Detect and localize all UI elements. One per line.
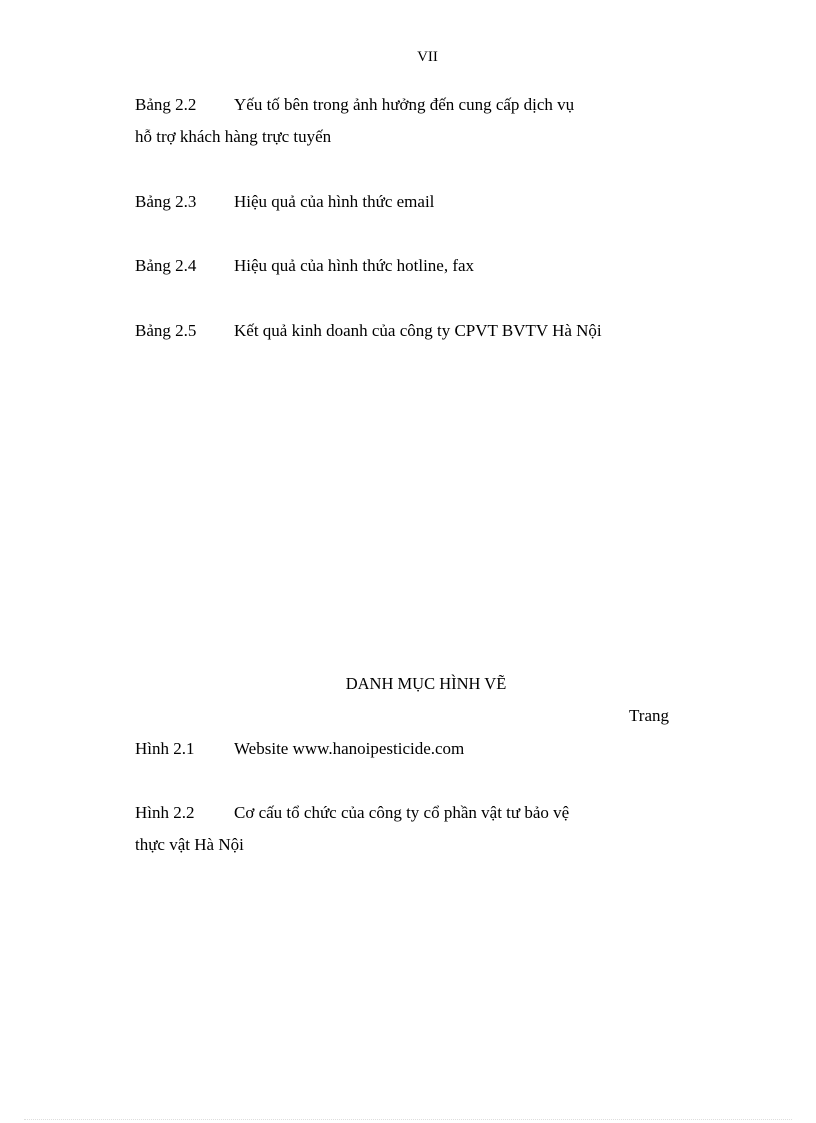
- figure-title: Cơ cấu tổ chức của công ty cổ phần vật tư bảo vệ: [234, 803, 570, 822]
- figure-entry-2-2: [135, 797, 569, 861]
- table-entry-2-2: [135, 89, 574, 153]
- table-code: Bảng 2.4: [135, 256, 197, 275]
- page-column-label: Trang: [629, 706, 669, 725]
- table-entry-2-3: [135, 186, 434, 218]
- figure-entry-2-1: [135, 733, 464, 765]
- table-code: Bảng 2.2: [135, 95, 197, 114]
- table-title: Kết quả kinh doanh của công ty CPVT BVTV Hà Nội: [234, 321, 602, 340]
- table-title: Hiệu quả của hình thức email: [234, 192, 435, 211]
- figure-code: Hình 2.1: [135, 739, 195, 758]
- figure-title: Website www.hanoipesticide.com: [234, 739, 465, 758]
- table-code: Bảng 2.3: [135, 192, 197, 211]
- table-title: Yếu tố bên trong ảnh hưởng đến cung cấp dịch vụ: [234, 95, 575, 114]
- figure-code: Hình 2.2: [135, 803, 195, 822]
- table-entry-2-5: [135, 315, 602, 347]
- table-entry-2-4: [135, 250, 474, 282]
- page-number: VII: [417, 49, 438, 65]
- table-title-continuation: hỗ trợ khách hàng trực tuyến: [135, 127, 332, 146]
- figure-title-continuation: thực vật Hà Nội: [135, 835, 244, 854]
- figures-section-title: DANH MỤC HÌNH VẼ: [345, 674, 507, 693]
- page-bottom-divider: [24, 1119, 792, 1120]
- table-title: Hiệu quả của hình thức hotline, fax: [234, 256, 475, 275]
- table-code: Bảng 2.5: [135, 321, 197, 340]
